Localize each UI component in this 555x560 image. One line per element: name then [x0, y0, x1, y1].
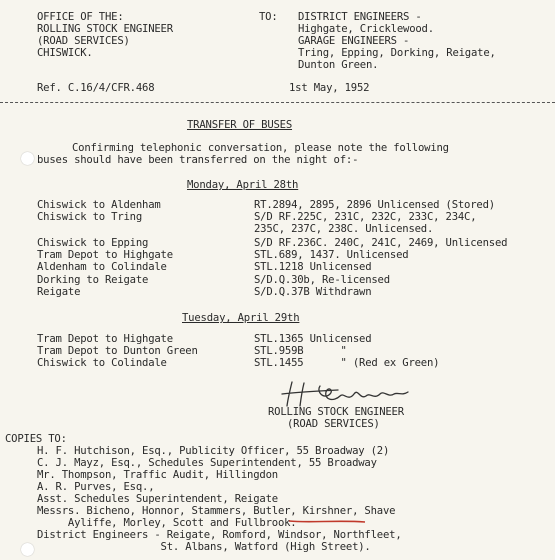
red-underline-mark: [288, 519, 366, 524]
copy-recipient: H. F. Hutchison, Esq., Publicity Officer, 55 Broadway (2): [37, 445, 390, 457]
transfer-buses: 235C, 237C, 238C. Unlicensed.: [254, 223, 434, 235]
punch-hole: [21, 543, 34, 556]
section-heading-tuesday: Tuesday, April 29th: [182, 312, 300, 324]
reference: Ref. C.16/4/CFR.468: [37, 82, 155, 94]
to-line-3: GARAGE ENGINEERS -: [298, 35, 410, 47]
to-line-5: Dunton Green.: [298, 59, 379, 71]
transfer-route: Aldenham to Colindale: [37, 261, 167, 273]
transfer-buses: S/D.Q.30b, Re-licensed: [254, 274, 390, 286]
transfer-route: Tram Depot to Highgate: [37, 249, 173, 261]
transfer-route: Dorking to Reigate: [37, 274, 149, 286]
from-line-3: (ROAD SERVICES): [37, 35, 130, 47]
section-heading-monday: Monday, April 28th: [187, 179, 299, 191]
copy-recipient: C. J. Mayz, Esq., Schedules Superintendent, 55 Broadway: [37, 457, 377, 469]
intro-line-1: Confirming telephonic conversation, please note the following: [72, 142, 449, 154]
memo-date: 1st May, 1952: [289, 82, 370, 94]
copy-recipient: St. Albans, Watford (High Street).: [37, 541, 371, 553]
copy-recipient: Ayliffe, Morley, Scott and Fullbrook.: [37, 517, 297, 529]
intro-line-2: buses should have been transferred on the night of:-: [37, 154, 359, 166]
transfer-buses: S/D.Q.37B Withdrawn: [254, 286, 372, 298]
transfer-route: Chiswick to Epping: [37, 237, 149, 249]
copy-recipient: District Engineers - Reigate, Romford, Windsor, Northfleet,: [37, 529, 402, 541]
header-divider: [0, 102, 555, 103]
copy-recipient: Asst. Schedules Superintendent, Reigate: [37, 493, 278, 505]
copy-recipient: A. R. Purves, Esq.,: [37, 481, 155, 493]
transfer-route: Tram Depot to Dunton Green: [37, 345, 198, 357]
copies-label: COPIES TO:: [5, 433, 67, 445]
from-line-4: CHISWICK.: [37, 47, 93, 59]
transfer-buses: STL.1455 " (Red ex Green): [254, 357, 440, 369]
transfer-buses: STL.959B ": [254, 345, 347, 357]
to-line-2: Highgate, Cricklewood.: [298, 23, 434, 35]
copy-recipient: Mr. Thompson, Traffic Audit, Hillingdon: [37, 469, 278, 481]
signature-line-2: (ROAD SERVICES): [287, 418, 380, 430]
transfer-buses: STL.1365 Unlicensed: [254, 333, 372, 345]
from-line-2: ROLLING STOCK ENGINEER: [37, 23, 173, 35]
copy-recipient: Messrs. Bicheno, Honnor, Stammers, Butler, Kirshner, Shave: [37, 505, 396, 517]
to-line-1: DISTRICT ENGINEERS -: [298, 11, 422, 23]
punch-hole: [21, 152, 34, 165]
transfer-route: Reigate: [37, 286, 81, 298]
transfer-buses: STL.1218 Unlicensed: [254, 261, 372, 273]
transfer-route: Chiswick to Tring: [37, 211, 143, 223]
transfer-buses: S/D RF.236C. 240C, 241C, 2469, Unlicensed: [254, 237, 508, 249]
transfer-route: Chiswick to Colindale: [37, 357, 167, 369]
transfer-buses: STL.689, 1437. Unlicensed: [254, 249, 409, 261]
transfer-route: Tram Depot to Highgate: [37, 333, 173, 345]
to-label: TO:: [259, 11, 278, 23]
from-line-1: OFFICE OF THE:: [37, 11, 124, 23]
memo-title: TRANSFER OF BUSES: [187, 119, 293, 131]
transfer-buses: S/D RF.225C, 231C, 232C, 233C, 234C,: [254, 211, 477, 223]
signature-line-1: ROLLING STOCK ENGINEER: [268, 406, 404, 418]
to-line-4: Tring, Epping, Dorking, Reigate,: [298, 47, 496, 59]
transfer-buses: RT.2894, 2895, 2896 Unlicensed (Stored): [254, 199, 495, 211]
transfer-route: Chiswick to Aldenham: [37, 199, 161, 211]
